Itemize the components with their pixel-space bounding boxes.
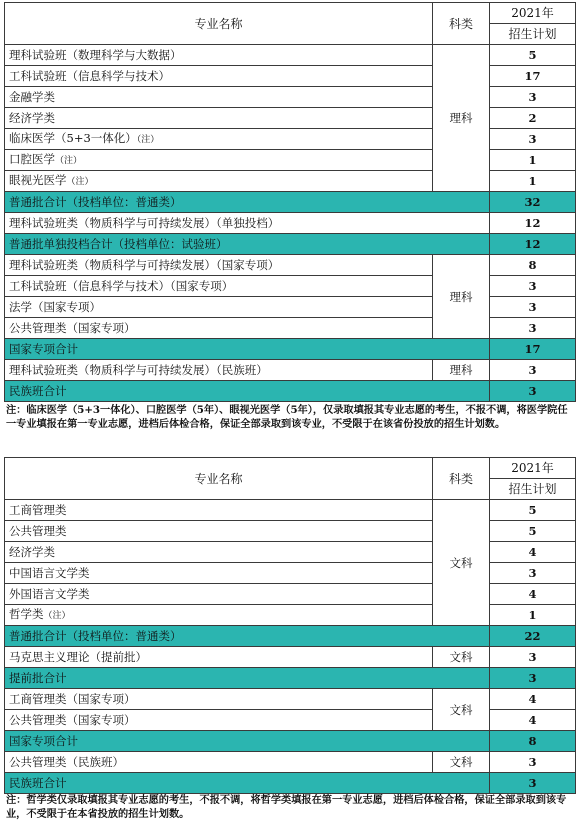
table-header-row	[5, 3, 576, 24]
table-row	[5, 521, 576, 542]
table-row	[5, 297, 576, 318]
plan-value: 12	[490, 213, 576, 234]
total-label: 民族班合计	[5, 773, 490, 794]
major-name: 工科试验班（信息科学与技术）（国家专项）	[5, 276, 433, 297]
total-row	[5, 731, 576, 752]
major-name: 临床医学（5+3一体化）（注）	[5, 129, 433, 150]
plan-value: 5	[490, 45, 576, 66]
plan-value: 3	[490, 87, 576, 108]
plan-value: 4	[490, 542, 576, 563]
plan-value: 3	[490, 318, 576, 339]
enrollment-table-liberal-arts	[4, 457, 576, 794]
header-plan: 招生计划	[490, 479, 576, 500]
total-value: 12	[490, 234, 576, 255]
header-category: 科类	[433, 3, 490, 45]
table-row	[5, 584, 576, 605]
major-name: 外国语言文学类	[5, 584, 433, 605]
category-cell: 理科	[433, 255, 490, 339]
total-row	[5, 773, 576, 794]
total-label: 普通批合计（投档单位：普通类）	[5, 192, 490, 213]
total-value: 3	[490, 668, 576, 689]
plan-value: 3	[490, 752, 576, 773]
note-marker: （注）	[55, 156, 83, 166]
major-name: 理科试验班类（物质科学与可持续发展）（单独投档）	[5, 213, 490, 234]
major-name: 中国语言文学类	[5, 563, 433, 584]
total-label: 普通批合计（投档单位：普通类）	[5, 626, 490, 647]
major-name: 哲学类（注）	[5, 605, 433, 626]
major-name: 眼视光医学（注）	[5, 171, 433, 192]
total-label: 民族班合计	[5, 381, 490, 402]
major-name: 理科试验班类（物质科学与可持续发展）（民族班）	[5, 360, 433, 381]
table-row	[5, 605, 576, 626]
total-label: 国家专项合计	[5, 339, 490, 360]
table-row	[5, 318, 576, 339]
table-header-row	[5, 458, 576, 479]
header-year: 2021年	[490, 3, 576, 24]
table-row	[5, 276, 576, 297]
total-row	[5, 192, 576, 213]
total-row	[5, 381, 576, 402]
plan-value: 5	[490, 521, 576, 542]
total-row	[5, 234, 576, 255]
total-label: 国家专项合计	[5, 731, 490, 752]
major-name: 工商管理类	[5, 500, 433, 521]
total-row	[5, 339, 576, 360]
table-row	[5, 500, 576, 521]
plan-value: 1	[490, 150, 576, 171]
major-name: 理科试验班类（物质科学与可持续发展）（国家专项）	[5, 255, 433, 276]
enrollment-table-science	[4, 2, 576, 402]
table-row	[5, 66, 576, 87]
total-value: 22	[490, 626, 576, 647]
total-value: 3	[490, 773, 576, 794]
category-cell: 文科	[433, 752, 490, 773]
footnote-medical: 注：临床医学（5+3一体化）、口腔医学（5年）、眼视光医学（5年），仅录取填报其专业志愿的考生，不报不调，将医学院任一专业填报在第一专业志愿，进档后体检合格，保证全部录取到该专业，不受限于在该省份投放的招生计划数。	[6, 404, 568, 430]
category-cell: 文科	[433, 647, 490, 668]
major-name: 马克思主义理论（提前批）	[5, 647, 433, 668]
category-cell: 理科	[433, 360, 490, 381]
major-name: 法学（国家专项）	[5, 297, 433, 318]
major-name: 金融学类	[5, 87, 433, 108]
note-marker: （注）	[66, 177, 94, 187]
major-name: 经济学类	[5, 108, 433, 129]
plan-value: 3	[490, 276, 576, 297]
major-name: 公共管理类	[5, 521, 433, 542]
plan-value: 1	[490, 605, 576, 626]
category-cell: 文科	[433, 500, 490, 626]
table-row	[5, 563, 576, 584]
total-value: 32	[490, 192, 576, 213]
table-row	[5, 108, 576, 129]
total-label: 普通批单独投档合计（投档单位：试验班）	[5, 234, 490, 255]
plan-value: 3	[490, 647, 576, 668]
total-value: 17	[490, 339, 576, 360]
major-name: 经济学类	[5, 542, 433, 563]
header-major-name: 专业名称	[5, 3, 433, 45]
plan-value: 4	[490, 710, 576, 731]
header-major-name: 专业名称	[5, 458, 433, 500]
major-name: 公共管理类（民族班）	[5, 752, 433, 773]
table-row	[5, 710, 576, 731]
table-row	[5, 647, 576, 668]
header-year: 2021年	[490, 458, 576, 479]
major-name: 工科试验班（信息科学与技术）	[5, 66, 433, 87]
note-marker: （注）	[43, 611, 71, 621]
plan-value: 8	[490, 255, 576, 276]
plan-value: 3	[490, 129, 576, 150]
plan-value: 17	[490, 66, 576, 87]
footnote-philosophy: 注：哲学类仅录取填报其专业志愿的考生，不报不调，将哲学类填报在第一专业志愿，进档后体检合格，保证全部录取到该专业，不受限于在本省投放的招生计划数。	[6, 794, 567, 820]
note-marker: （注）	[136, 135, 160, 145]
major-name: 工商管理类（国家专项）	[5, 689, 433, 710]
plan-value: 2	[490, 108, 576, 129]
major-name: 理科试验班（数理科学与大数据）	[5, 45, 433, 66]
table-row	[5, 150, 576, 171]
major-name: 公共管理类（国家专项）	[5, 710, 433, 731]
category-cell: 文科	[433, 689, 490, 731]
category-cell: 理科	[433, 45, 490, 192]
plan-value: 3	[490, 360, 576, 381]
table-row	[5, 752, 576, 773]
total-value: 8	[490, 731, 576, 752]
plan-value: 4	[490, 689, 576, 710]
table-row	[5, 129, 576, 150]
plan-value: 4	[490, 584, 576, 605]
table-row	[5, 689, 576, 710]
table-row	[5, 213, 576, 234]
table-row	[5, 171, 576, 192]
total-value: 3	[490, 381, 576, 402]
major-name: 口腔医学（注）	[5, 150, 433, 171]
table-row	[5, 360, 576, 381]
plan-value: 3	[490, 297, 576, 318]
header-category: 科类	[433, 458, 490, 500]
plan-value: 3	[490, 563, 576, 584]
total-label: 提前批合计	[5, 668, 490, 689]
total-row	[5, 626, 576, 647]
table-row	[5, 45, 576, 66]
table-row	[5, 87, 576, 108]
plan-value: 5	[490, 500, 576, 521]
plan-value: 1	[490, 171, 576, 192]
table-row	[5, 542, 576, 563]
major-name: 公共管理类（国家专项）	[5, 318, 433, 339]
total-row	[5, 668, 576, 689]
header-plan: 招生计划	[490, 24, 576, 45]
table-row	[5, 255, 576, 276]
